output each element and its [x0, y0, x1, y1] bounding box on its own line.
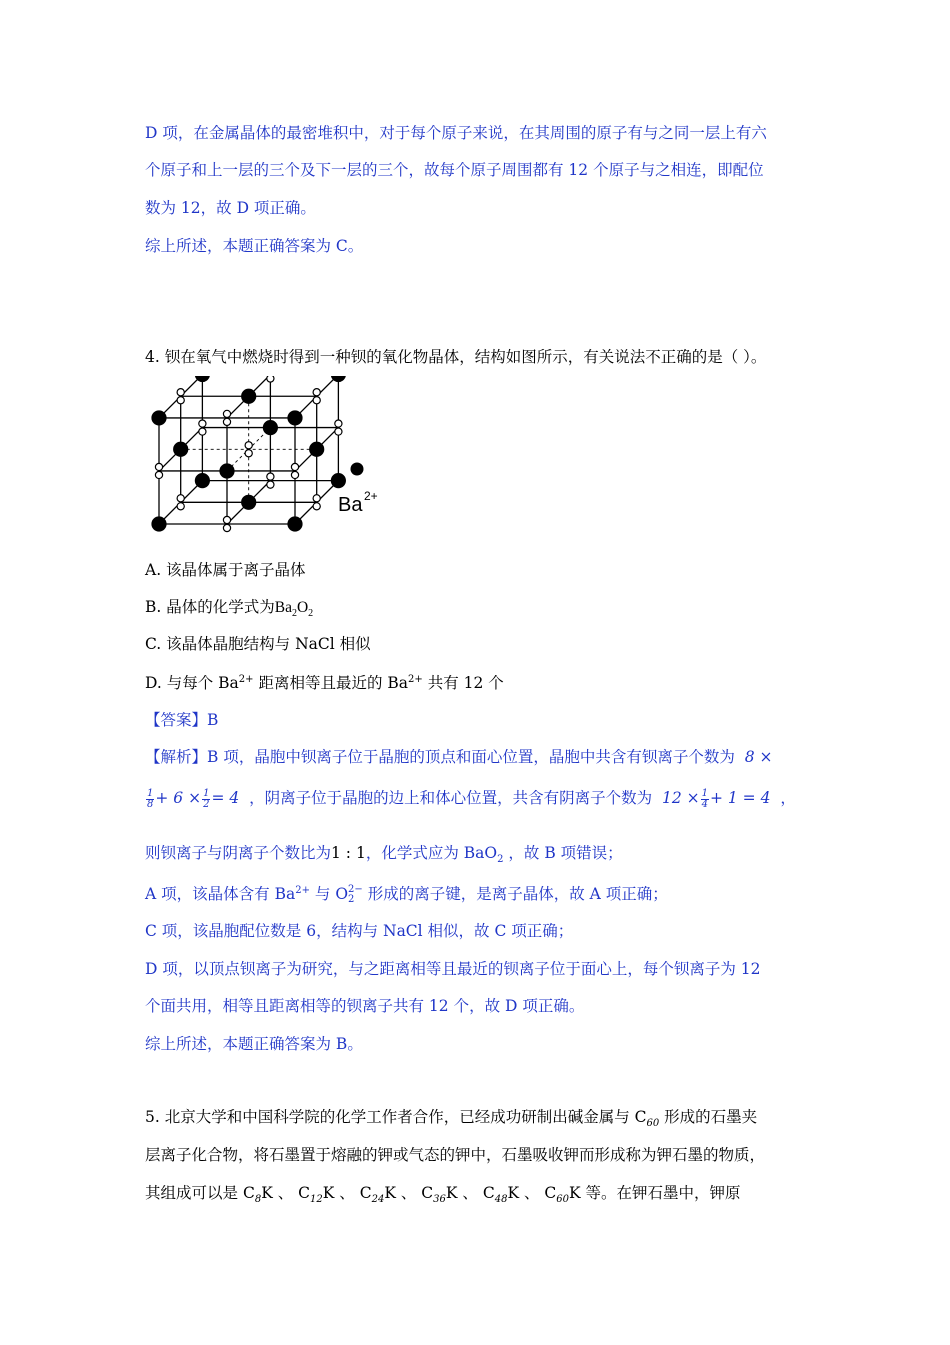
peroxide-ion-atom: [313, 495, 320, 502]
ion-symbol: Ba: [387, 674, 409, 692]
peroxide-ion-atom: [267, 473, 274, 480]
peroxide-ion-atom: [335, 420, 342, 427]
ba-ion-atom: [331, 474, 345, 488]
answer-value: B: [207, 711, 219, 729]
formula-element: BaO: [463, 844, 498, 862]
ion-symbol: O: [335, 885, 349, 903]
analysis-text: ，化学式应为: [365, 844, 464, 862]
q4-option-d: [145, 673, 504, 693]
peroxide-ion-atom: [291, 471, 298, 478]
option-d-mid: 距离相等且最近的: [253, 674, 388, 692]
q4-analysis-d-line1: D 项，以顶点钡离子为研究，与之距离相等且最近的钡离子位于面心上，每个钡离子为 12: [145, 960, 761, 978]
ion-charge: 2+: [238, 673, 254, 685]
analysis-text: B 项，晶胞中钡离子位于晶胞的顶点和面心位置，晶胞中共含有钡离子个数为: [207, 748, 735, 766]
formula-subscript: 2: [308, 608, 314, 620]
peroxide-ion-atom: [177, 389, 184, 396]
formula-element: K: [322, 1184, 335, 1202]
q4-option-c: C. 该晶体晶胞结构与 NaCl 相似: [145, 635, 371, 653]
question-text: 形成的石墨夹: [659, 1108, 758, 1126]
q4-summary: 综上所述，本题正确答案为 B。: [145, 1035, 363, 1053]
formula-separator: 、: [272, 1184, 299, 1202]
math-term: = 4: [211, 789, 240, 807]
analysis-text: 则钡离子与阴离子个数比为: [145, 844, 332, 862]
peroxide-ion-atom: [223, 418, 230, 425]
peroxide-ion-atom: [177, 503, 184, 510]
formula-element: K: [445, 1184, 458, 1202]
formula-subscript: 24: [371, 1194, 385, 1206]
ion-symbol: Ba: [218, 674, 239, 692]
q3-analysis-d-line1: D 项，在金属晶体的最密堆积中，对于每个原子来说，在其周围的原子有与之同一层上有六: [145, 124, 767, 142]
formula-element: K: [569, 1184, 581, 1202]
ba-ion-atom: [174, 442, 188, 456]
peroxide-ion-atom: [291, 463, 298, 470]
ba-ion-atom: [288, 411, 302, 425]
formula-item: [359, 1184, 396, 1206]
q4-option-b: [145, 597, 313, 618]
analysis-text: ，: [780, 789, 796, 807]
fraction-denominator: 8: [147, 798, 154, 810]
option-d-suffix: 共有 12 个: [422, 674, 504, 692]
q4-analysis-c: C 项，该晶胞配位数是 6，结构与 NaCl 相似，故 C 项正确；: [145, 922, 574, 940]
peroxide-ion-atom: [177, 495, 184, 502]
formula-subscript: 2: [348, 894, 355, 905]
ion-charge: 2+: [408, 673, 423, 685]
q5-line1: [145, 1107, 758, 1130]
math-term: + 6 ×: [155, 789, 202, 807]
q4-answer: [145, 710, 218, 730]
option-d-prefix: D. 与每个: [145, 674, 219, 692]
formula-item: [421, 1184, 458, 1206]
ba-ion-atom: [288, 517, 302, 531]
formula-separator: 、: [457, 1184, 483, 1202]
option-b-formula: [274, 599, 314, 620]
q4-analysis-line1: [145, 747, 772, 767]
peroxide-ion-atom: [335, 428, 342, 435]
formula-item: [544, 1184, 581, 1206]
fraction-numerator: 1: [203, 787, 210, 799]
q3-summary: 综上所述，本题正确答案为 C。: [145, 237, 364, 255]
math-term: + 1 = 4: [709, 789, 771, 807]
formula-subscript: 36: [433, 1194, 446, 1206]
formula-item: [298, 1184, 335, 1206]
ba-ion-atom: [195, 376, 209, 382]
formula-element: K: [261, 1184, 273, 1202]
peroxide-ion-atom: [155, 471, 162, 478]
fraction-numerator: 1: [147, 787, 154, 799]
peroxide-ion-atom: [199, 420, 206, 427]
ba-ion-atom: [242, 389, 256, 403]
formula-item: [242, 1184, 273, 1206]
peroxide-ion-atom: [177, 397, 184, 404]
formula-subscript: 8: [254, 1194, 262, 1206]
ba-ion-atom: [152, 411, 166, 425]
q5-line3: [145, 1183, 741, 1206]
analysis-text: ，阴离子位于晶胞的边上和体心位置，共含有阴离子个数为: [249, 789, 653, 807]
fraction-numerator: 1: [701, 787, 708, 799]
formula-element: C: [544, 1184, 557, 1202]
formula-subscript: 12: [310, 1194, 323, 1206]
ba-ion-atom: [263, 421, 277, 435]
formula-item: [482, 1184, 520, 1206]
ba-ion-atom: [220, 464, 234, 478]
math-term: 12 ×: [661, 789, 700, 807]
formula-element: K: [507, 1184, 520, 1202]
peroxide-ion-atom: [223, 516, 230, 523]
fraction-denominator: 4: [701, 798, 708, 810]
fraction: [146, 789, 154, 810]
peroxide-ion-atom: [199, 428, 206, 435]
peroxide-ion-atom: [155, 463, 162, 470]
ba-ion-atom: [152, 517, 166, 531]
q4-analysis-line2: [145, 788, 796, 810]
question-text: 5. 北京大学和中国科学院的化学工作者合作，已经成功研制出碱金属与 C: [145, 1108, 647, 1126]
formula-subscript: 48: [494, 1194, 508, 1206]
q3-analysis-d-line3: 数为 12，故 D 项正确。: [145, 199, 316, 217]
formula-separator: 、: [395, 1184, 422, 1202]
answer-label: 【答案】: [145, 711, 208, 729]
formula-element: C: [359, 1184, 372, 1202]
legend-ba-ion-marker: [351, 463, 364, 476]
formula-element: O: [296, 599, 309, 616]
formula-subscript: 2: [497, 854, 504, 866]
analysis-text: A 项，该晶体含有: [145, 885, 275, 903]
q3-analysis-d-line2: 个原子和上一层的三个及下一层的三个，故每个原子周围都有 12 个原子与之相连，即配位: [145, 161, 764, 179]
ion-charge: 2−: [348, 884, 363, 895]
formula-subscript: 2: [291, 608, 297, 620]
fraction-denominator: 2: [203, 798, 210, 810]
formula-separator: 、: [334, 1184, 360, 1202]
ba-ion-atom: [310, 442, 324, 456]
ba-ion-atom: [331, 376, 345, 382]
peroxide-ion-atom: [313, 389, 320, 396]
ion-charge: 2+: [295, 884, 310, 896]
formula-list: [242, 1184, 581, 1206]
analysis-text: ，故 B 项错误；: [503, 844, 623, 862]
legend-ion-charge: 2+: [364, 489, 378, 503]
peroxide-ion-atom: [313, 397, 320, 404]
question-text: 其组成可以是: [145, 1184, 243, 1202]
formula-element: C: [242, 1184, 255, 1202]
math-term: 8 ×: [744, 748, 773, 766]
peroxide-ion-atom: [245, 442, 252, 449]
formula-element: K: [384, 1184, 396, 1202]
ba-ion-atom: [195, 474, 209, 488]
formula-element: C: [482, 1184, 495, 1202]
fraction: [701, 789, 709, 810]
ba-ion-atom: [242, 495, 256, 509]
q4-question: 4. 钡在氧气中燃烧时得到一种钡的氧化物晶体，结构如图所示，有关说法不正确的是（ ）。: [145, 348, 767, 366]
q4-analysis-a: [145, 884, 668, 905]
crystal-structure-figure: [145, 376, 385, 551]
formula-subscript: 60: [556, 1194, 569, 1206]
formula-element: Ba: [274, 599, 292, 616]
option-b-text: B. 晶体的化学式为: [145, 598, 275, 616]
q4-analysis-d-line2: 个面共用，相等且距离相等的钡离子共有 12 个，故 D 项正确。: [145, 997, 585, 1015]
formula-element: C: [298, 1184, 311, 1202]
ion-symbol: Ba: [274, 885, 296, 903]
peroxide-ion-atom: [245, 450, 252, 457]
q4-analysis-line3: [145, 843, 623, 866]
peroxide-ion-atom: [223, 410, 230, 417]
formula-subscript: 60: [646, 1118, 660, 1130]
legend-ion-label: Ba: [338, 494, 363, 516]
q4-option-a: A. 该晶体属于离子晶体: [145, 561, 306, 579]
formula-separator: 、: [519, 1184, 545, 1202]
ratio-value: 1 : 1: [331, 844, 366, 862]
fraction: [202, 789, 210, 810]
question-text: 等。在钾石墨中，钾原: [580, 1184, 741, 1202]
peroxide-ion-atom: [267, 481, 274, 488]
analysis-text: 与: [309, 885, 336, 903]
peroxide-ion-atom: [223, 524, 230, 531]
analysis-text: 形成的离子键，是离子晶体，故 A 项正确；: [362, 885, 668, 903]
peroxide-ion-atom: [313, 503, 320, 510]
peroxide-ion-atom: [267, 376, 274, 382]
formula-element: C: [421, 1184, 434, 1202]
analysis-label: 【解析】: [145, 748, 208, 766]
q5-line2: 层离子化合物，将石墨置于熔融的钾或气态的钾中，石墨吸收钾而形成称为钾石墨的物质，: [145, 1146, 766, 1164]
